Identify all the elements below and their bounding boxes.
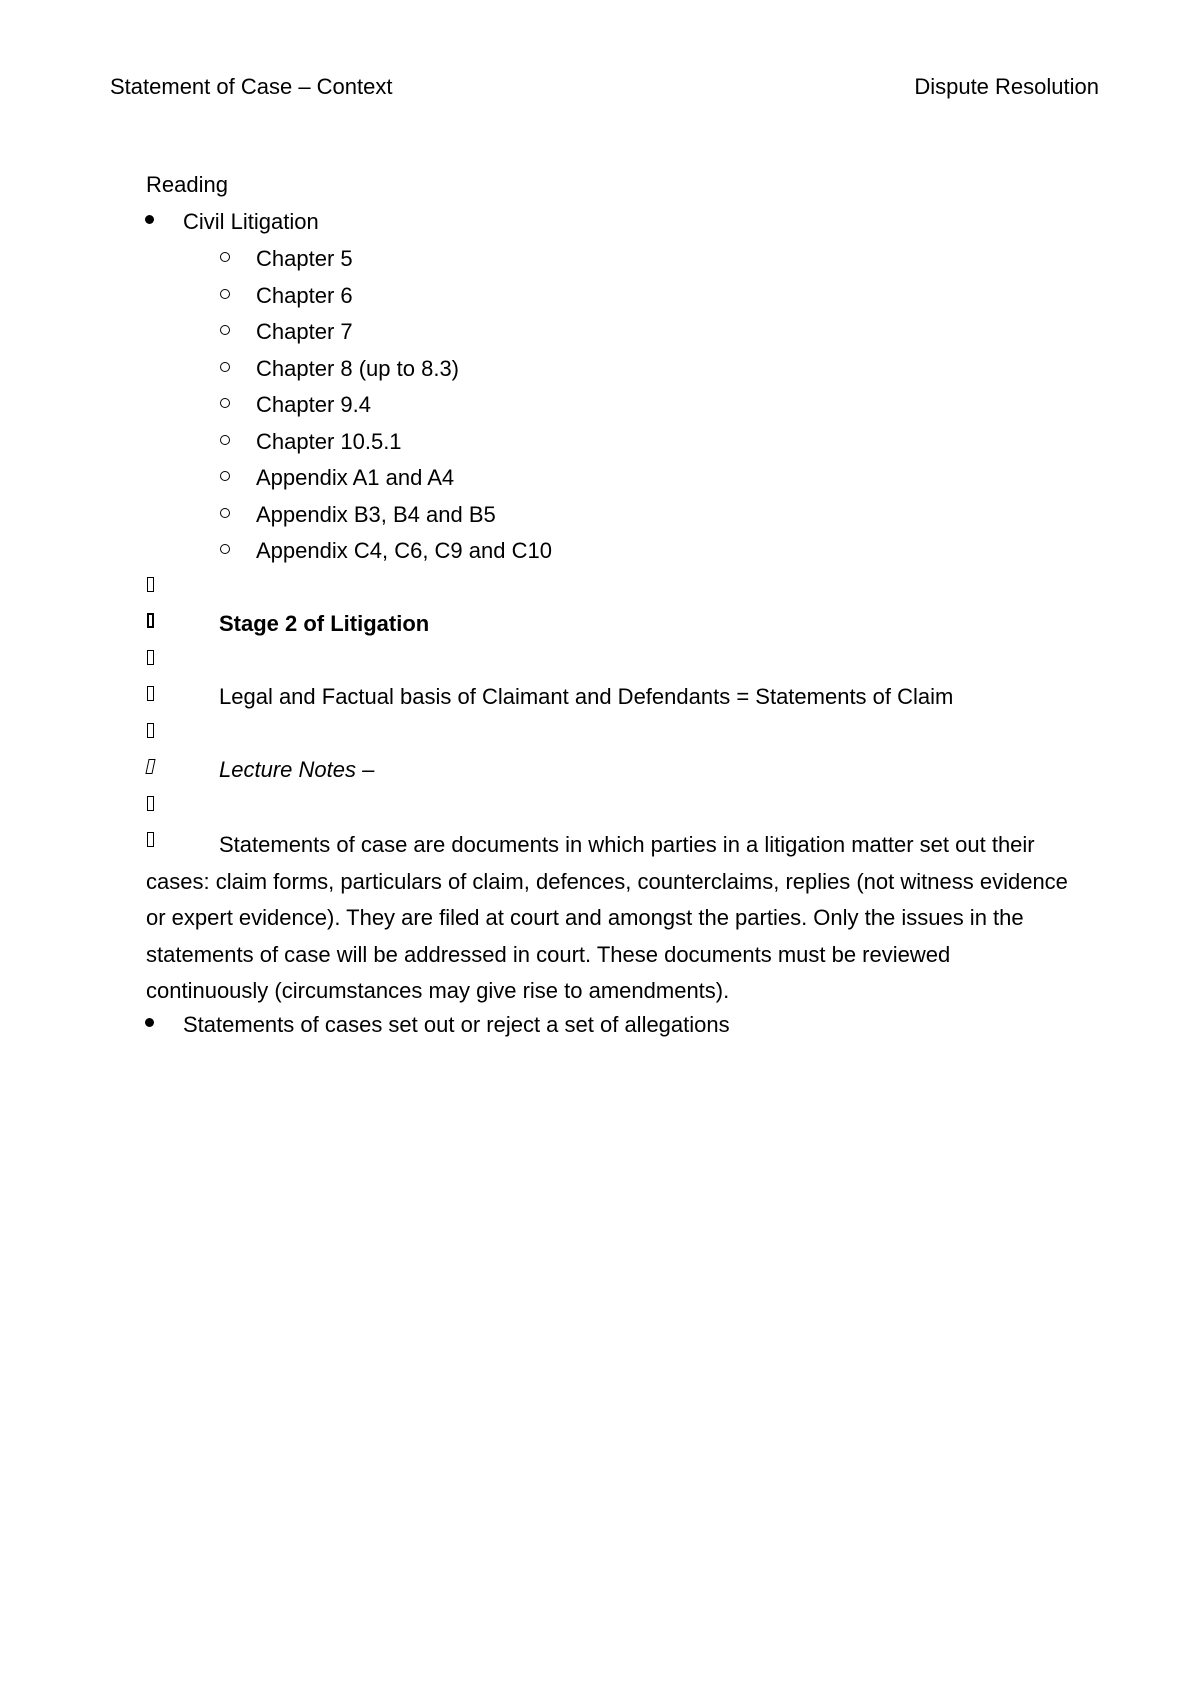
bullet-circle-icon <box>220 508 230 518</box>
bullet-circle-icon <box>220 435 230 445</box>
bullet-circle-icon <box>220 289 230 299</box>
header-subject: Dispute Resolution <box>914 74 1099 99</box>
list-item: Chapter 9.4 <box>256 392 371 417</box>
lecture-notes-label: Lecture Notes – <box>219 757 375 782</box>
list-item: Appendix B3, B4 and B5 <box>256 502 496 527</box>
missing-glyph-icon <box>147 613 154 628</box>
bullet-dot-icon <box>145 1018 154 1027</box>
missing-glyph-icon <box>147 796 154 811</box>
list-item-civil-litigation: Civil Litigation <box>183 209 319 234</box>
list-item: Chapter 6 <box>256 283 353 308</box>
missing-glyph-icon <box>147 650 154 665</box>
list-item-final: Statements of cases set out or reject a set of allegations <box>183 1012 730 1037</box>
list-item: Appendix A1 and A4 <box>256 465 455 490</box>
missing-glyph-icon <box>145 759 155 774</box>
bullet-dot-icon <box>145 215 154 224</box>
missing-glyph-icon <box>147 686 154 701</box>
header-title: Statement of Case – Context <box>110 74 393 99</box>
bullet-circle-icon <box>220 398 230 408</box>
statements-paragraph: Statements of case are documents in which parties in a litigation matter set out their cases: claim forms, particulars of claim, defences, counterclaims, replies (not witness evidence or expert evidence). They are filed at court and amongst the parties. Only the issues in the statements of case will be addressed in court. These documents must be reviewed continuously (circumstances may give rise to amendments). <box>146 832 1068 1003</box>
legal-basis-line: Legal and Factual basis of Claimant and Defendants = Statements of Claim <box>219 684 954 709</box>
reading-label: Reading <box>146 172 228 197</box>
bullet-circle-icon <box>220 471 230 481</box>
list-item: Appendix C4, C6, C9 and C10 <box>256 538 552 563</box>
stage-heading: Stage 2 of Litigation <box>219 611 430 636</box>
bullet-circle-icon <box>220 252 230 262</box>
missing-glyph-icon <box>147 723 154 738</box>
bullet-circle-icon <box>220 325 230 335</box>
list-item: Chapter 5 <box>256 246 353 271</box>
list-item: Chapter 7 <box>256 319 353 344</box>
bullet-circle-icon <box>220 362 230 372</box>
list-item: Chapter 10.5.1 <box>256 429 402 454</box>
missing-glyph-icon <box>147 577 154 592</box>
list-item: Chapter 8 (up to 8.3) <box>256 356 460 381</box>
bullet-circle-icon <box>220 544 230 554</box>
